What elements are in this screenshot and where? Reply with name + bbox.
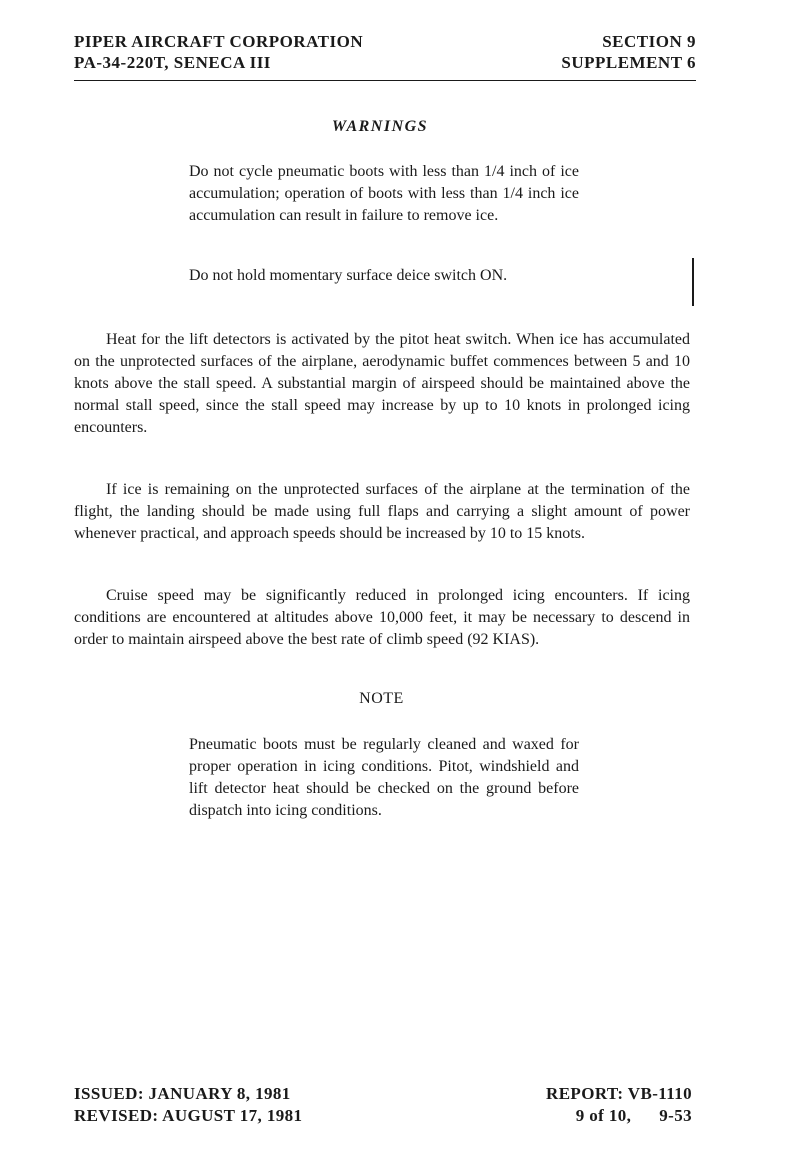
aircraft-model: PA-34-220T, SENECA III [74, 53, 271, 72]
body-paragraph: If ice is remaining on the unprotected surfaces of the airplane at the termination of the flight, the landing should be made using full flaps and carrying a slight amount of power whenever practical, and approach speeds should be increased by 10 to 15 knots. [74, 481, 690, 542]
header-divider [74, 80, 696, 81]
revised-date: REVISED: AUGUST 17, 1981 [74, 1106, 303, 1125]
page-of: 9 of 10, [575, 1106, 632, 1125]
body-paragraph: Cruise speed may be significantly reduced in prolonged icing encounters. If icing conditions are encountered at altitudes above 10,000 feet, it may be necessary to descend in order to maintain airspeed above the best rate of climb speed (92 KIAS). [74, 587, 690, 648]
report-number: REPORT: VB-1110 [546, 1084, 692, 1103]
page-number: 9-53 [659, 1106, 692, 1125]
body-paragraph: Heat for the lift detectors is activated by the pitot heat switch. When ice has accumulated on the unprotected surfaces of the airplane, aerodynamic buffet commences between 5 and 10 knots above the stall speed. A substantial margin of airspeed should be maintained above the normal stall speed, since the stall speed may increase by up to 10 knots in prolonged icing encounters. [74, 331, 690, 436]
note-text: Pneumatic boots must be regularly cleaned and waxed for proper operation in icing conditions. Pitot, windshield and lift detector heat should be checked on the ground before dispatch into icing conditions. [189, 736, 579, 819]
page-header [74, 31, 696, 79]
header-left [74, 31, 363, 73]
note-heading: NOTE [359, 690, 404, 707]
company-name: PIPER AIRCRAFT CORPORATION [74, 32, 364, 51]
footer-left [74, 1083, 302, 1127]
footer-right [546, 1083, 692, 1127]
header-right [561, 31, 696, 73]
page-info [546, 1105, 692, 1127]
page-footer [74, 1083, 692, 1127]
supplement-label: SUPPLEMENT 6 [561, 53, 696, 72]
revision-change-bar [692, 258, 694, 306]
warning-item: Do not hold momentary surface deice switch ON. [189, 267, 508, 284]
section-label: SECTION 9 [602, 32, 696, 51]
issued-date: ISSUED: JANUARY 8, 1981 [74, 1084, 291, 1103]
warnings-heading: WARNINGS [331, 118, 429, 135]
warning-item: Do not cycle pneumatic boots with less than 1/4 inch of ice accumulation; operation of boots with less than 1/4 inch ice accumulation can result in failure to remove ice. [189, 163, 579, 224]
